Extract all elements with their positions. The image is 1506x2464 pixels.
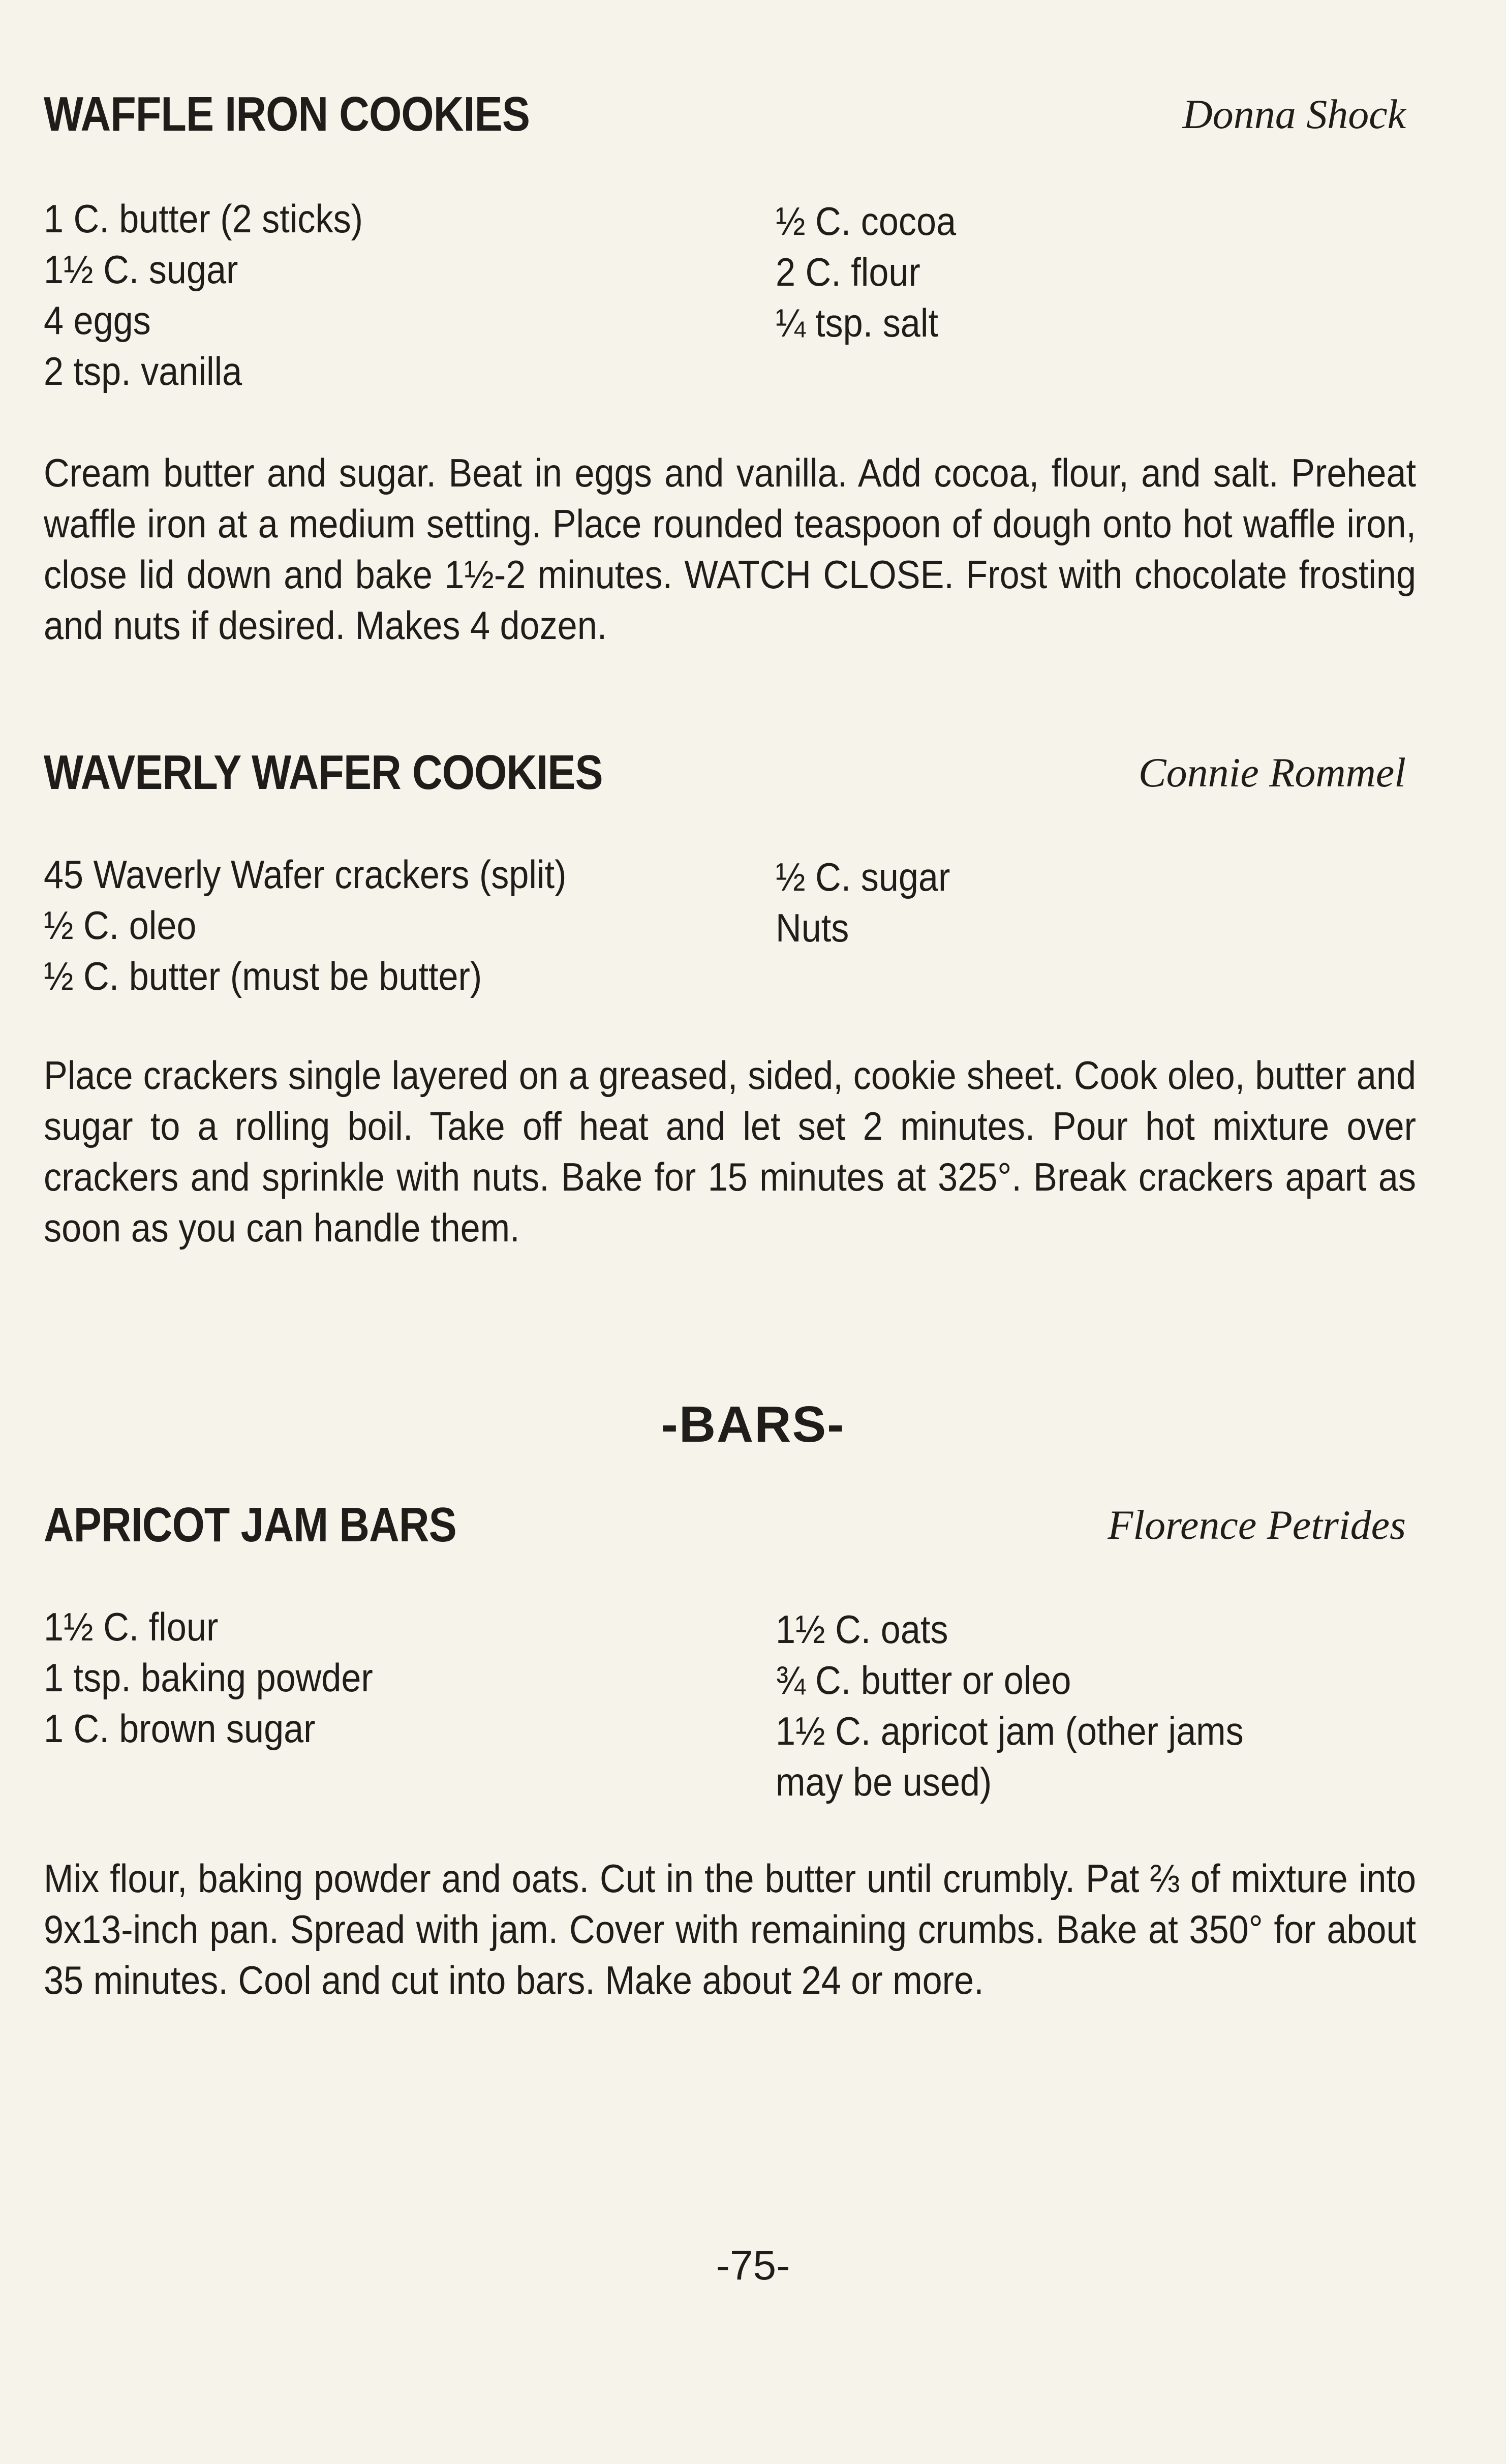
ingredient: ¼ tsp. salt — [776, 300, 938, 345]
ingredient: ½ C. cocoa — [776, 199, 957, 244]
recipe-instructions: Place crackers single layered on a greased, sided, cookie sheet. Cook oleo, butter and sugar to a rolling boil. Take off heat and let set 2 minutes. Pour hot mixture over crackers and sprinkle with nuts. Bake for 15 minutes at 325°. Break crackers apart as soon as you can handle them. — [44, 1053, 1416, 1250]
recipe-author: Florence Petrides — [1108, 1502, 1406, 1548]
ingredient: 4 eggs — [44, 298, 151, 343]
ingredients-right — [776, 196, 976, 348]
ingredient: 2 C. flour — [776, 250, 920, 294]
ingredient: 1½ C. apricot jam (other jams may be used) — [776, 1709, 1244, 1804]
ingredients-right — [776, 851, 970, 953]
page-number: -75- — [716, 2242, 790, 2289]
ingredient: 1 C. butter (2 sticks) — [44, 196, 363, 241]
recipe-waffle-iron-cookies — [44, 86, 1416, 656]
recipe-title: APRICOT JAM BARS — [44, 1498, 456, 1552]
ingredient: Nuts — [776, 905, 849, 950]
ingredient: 1½ C. sugar — [44, 247, 238, 292]
ingredient: ½ C. butter (must be butter) — [44, 954, 482, 998]
recipe-title: WAVERLY WAFER COOKIES — [44, 745, 603, 800]
ingredient: 1 tsp. baking powder — [44, 1655, 373, 1700]
ingredients-left — [44, 849, 625, 1001]
section-heading: -BARS- — [661, 1396, 845, 1453]
ingredient: 2 tsp. vanilla — [44, 349, 242, 393]
ingredient: ½ C. oleo — [44, 903, 197, 948]
recipe-author: Connie Rommel — [1138, 749, 1406, 796]
ingredients-right — [776, 1604, 1309, 1807]
ingredient: ½ C. sugar — [776, 855, 950, 899]
recipe-apricot-jam-bars — [44, 1497, 1416, 2036]
ingredient: ¾ C. butter or oleo — [776, 1658, 1071, 1702]
ingredients-left — [44, 1601, 410, 1754]
ingredient: 1 C. brown sugar — [44, 1706, 316, 1751]
recipe-waverly-wafer-cookies — [44, 745, 1416, 1304]
ingredient: 1½ C. oats — [776, 1607, 948, 1652]
recipe-instructions: Mix flour, baking powder and oats. Cut in the butter until crumbly. Pat ⅔ of mixture into 9x13-inch pan. Spread with jam. Cover with remaining crumbs. Bake at 350° for about 35 minutes. Cool and cut into bars. Make about 24 or more. — [44, 1856, 1416, 2002]
ingredient: 1½ C. flour — [44, 1604, 219, 1649]
recipe-title: WAFFLE IRON COOKIES — [44, 87, 530, 141]
recipe-author: Donna Shock — [1182, 91, 1406, 137]
recipe-instructions: Cream butter and sugar. Beat in eggs and vanilla. Add cocoa, flour, and salt. Preheat waffle iron at a medium setting. Place rounded teaspoon of dough onto hot waffle iron, close lid down and bake 1½-2 minutes. WATCH CLOSE. Frost with chocolate frosting and nuts if desired. Makes 4 dozen. — [44, 450, 1416, 648]
ingredients-left — [44, 193, 398, 397]
ingredient: 45 Waverly Wafer crackers (split) — [44, 852, 567, 897]
